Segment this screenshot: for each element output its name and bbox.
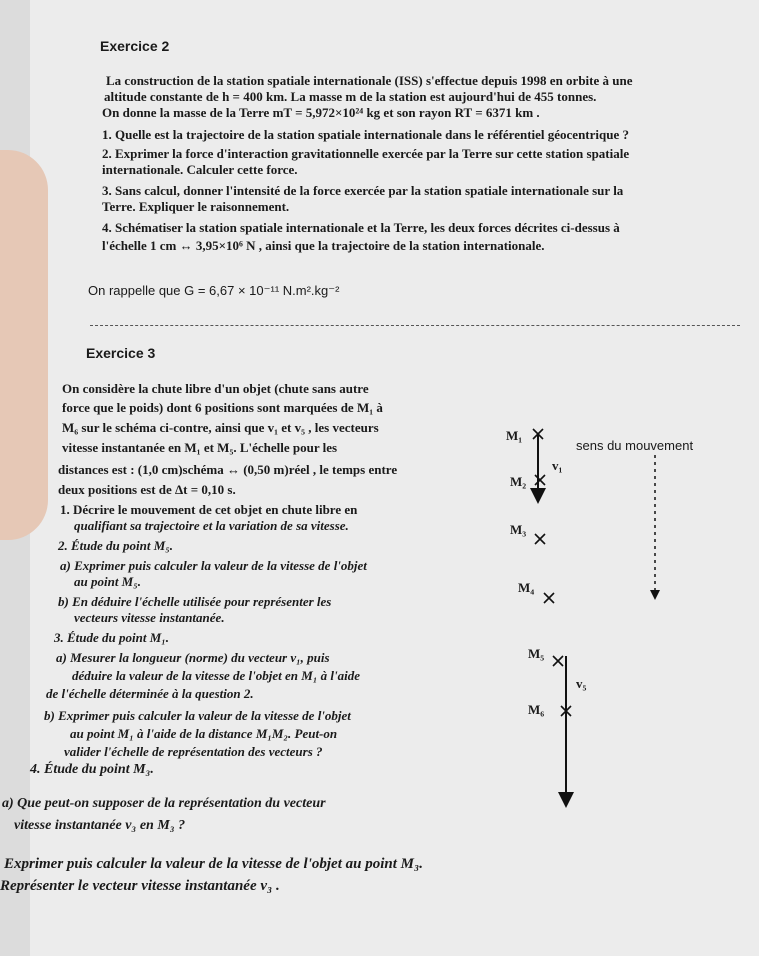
ex2-reminder: On rappelle que G = 6,67 × 10⁻¹¹ N.m².kg⁻²	[88, 283, 340, 298]
direction-arrowhead	[650, 590, 660, 600]
point-label-m6: M₆	[528, 702, 545, 717]
ex3-q3b: au point M₁ à l'aide de la distance M₁M₂. Peut-on	[70, 726, 338, 741]
ex3-title: Exercice 3	[86, 345, 156, 361]
cross-m4	[544, 593, 554, 603]
ex3-line: On considère la chute libre d'un objet (chute sans autre	[62, 381, 369, 396]
ex3-q4-title: 4. Étude du point M₃.	[30, 762, 154, 777]
ex2-question: internationale. Calculer cette force.	[102, 162, 298, 177]
ex3-line: distances est : (1,0 cm)schéma ↔ (0,50 m)réel , le temps entre	[58, 462, 398, 477]
point-label-m4: M₄	[518, 580, 535, 595]
ex3-q2-title: 2. Étude du point M₅.	[58, 538, 174, 553]
ex3-q3a: de l'échelle déterminée à la question 2.	[46, 686, 254, 701]
ex2-question: 1. Quelle est la trajectoire de la station spatiale internationale dans le référentiel géocentrique ?	[102, 127, 629, 142]
ex2-question: 2. Exprimer la force d'interaction gravitationnelle exercée par la Terre sur cette station spatiale	[102, 146, 630, 161]
ex3-q3a: déduire la valeur de la vitesse de l'objet en M₁ à l'aide	[72, 668, 360, 683]
ex3-q4c: Représenter le vecteur vitesse instantanée v₃ .	[0, 878, 280, 894]
cross-m2	[535, 475, 545, 485]
ex3-q4a: vitesse instantanée v₃ en M₃ ?	[14, 818, 186, 833]
ex3-q4b: Exprimer puis calculer la valeur de la vitesse de l'objet au point M₃.	[4, 856, 423, 872]
ex2-question: l'échelle 1 cm ↔ 3,95×10⁶ N , ainsi que la trajectoire de la station internationale.	[102, 238, 545, 253]
ex3-line: force que le poids) dont 6 positions sont marquées de M₁ à	[62, 400, 383, 415]
direction-label: sens du mouvement	[576, 438, 694, 453]
ex2-question: Terre. Expliquer le raisonnement.	[102, 199, 290, 214]
ex3-line: vitesse instantanée en M₁ et M₅. L'échelle pour les	[62, 440, 338, 455]
ex2-intro-line: On donne la masse de la Terre mT = 5,972×10²⁴ kg et son rayon RT = 6371 km .	[102, 105, 540, 120]
ex3-line: deux positions est de Δt = 0,10 s.	[58, 482, 236, 497]
ex3-q2a: au point M₅.	[74, 574, 142, 589]
ex3-q1: 1. Décrire le mouvement de cet objet en chute libre en	[60, 502, 358, 517]
ex3-q3-title: 3. Étude du point M₁.	[54, 630, 170, 645]
ex2-title: Exercice 2	[100, 38, 170, 54]
ex3-q3a: a) Mesurer la longueur (norme) du vecteur v₁, puis	[56, 650, 330, 665]
ex3-q3b: valider l'échelle de représentation des vecteurs ?	[64, 744, 323, 759]
point-label-m1: M₁	[506, 428, 523, 443]
v1-label: v₁	[552, 458, 563, 473]
ex3-line: M₆ sur le schéma ci-contre, ainsi que v₁ et v₅ , les vecteurs	[62, 420, 379, 435]
ex2-question: 3. Sans calcul, donner l'intensité de la force exercée par la station spatiale internationale sur la	[102, 183, 624, 198]
ex3-q2b: vecteurs vitesse instantanée.	[74, 610, 225, 625]
ex3-q2b: b) En déduire l'échelle utilisée pour représenter les	[58, 594, 332, 609]
point-label-m5: M₅	[528, 646, 545, 661]
ex3-q3b: b) Exprimer puis calculer la valeur de la vitesse de l'objet	[44, 708, 351, 723]
cross-m5	[553, 656, 563, 666]
ex2-question: 4. Schématiser la station spatiale internationale et la Terre, les deux forces décrites ci-dessus à	[102, 220, 620, 235]
point-label-m2: M₂	[510, 474, 527, 489]
ex2-intro-line: La construction de la station spatiale internationale (ISS) s'effectue depuis 1998 en orbite à une	[106, 73, 633, 88]
v5-label: v₅	[576, 676, 587, 691]
ex3-q4a: a) Que peut-on supposer de la représentation du vecteur	[2, 796, 326, 811]
ex3-q2a: a) Exprimer puis calculer la valeur de la vitesse de l'objet	[60, 558, 367, 573]
point-label-m3: M₃	[510, 522, 527, 537]
ex3-q1: qualifiant sa trajectoire et la variation de sa vitesse.	[74, 518, 349, 533]
ex2-intro-line: altitude constante de h = 400 km. La masse m de la station est aujourd'hui de 455 tonnes.	[104, 89, 597, 104]
cross-m3	[535, 534, 545, 544]
